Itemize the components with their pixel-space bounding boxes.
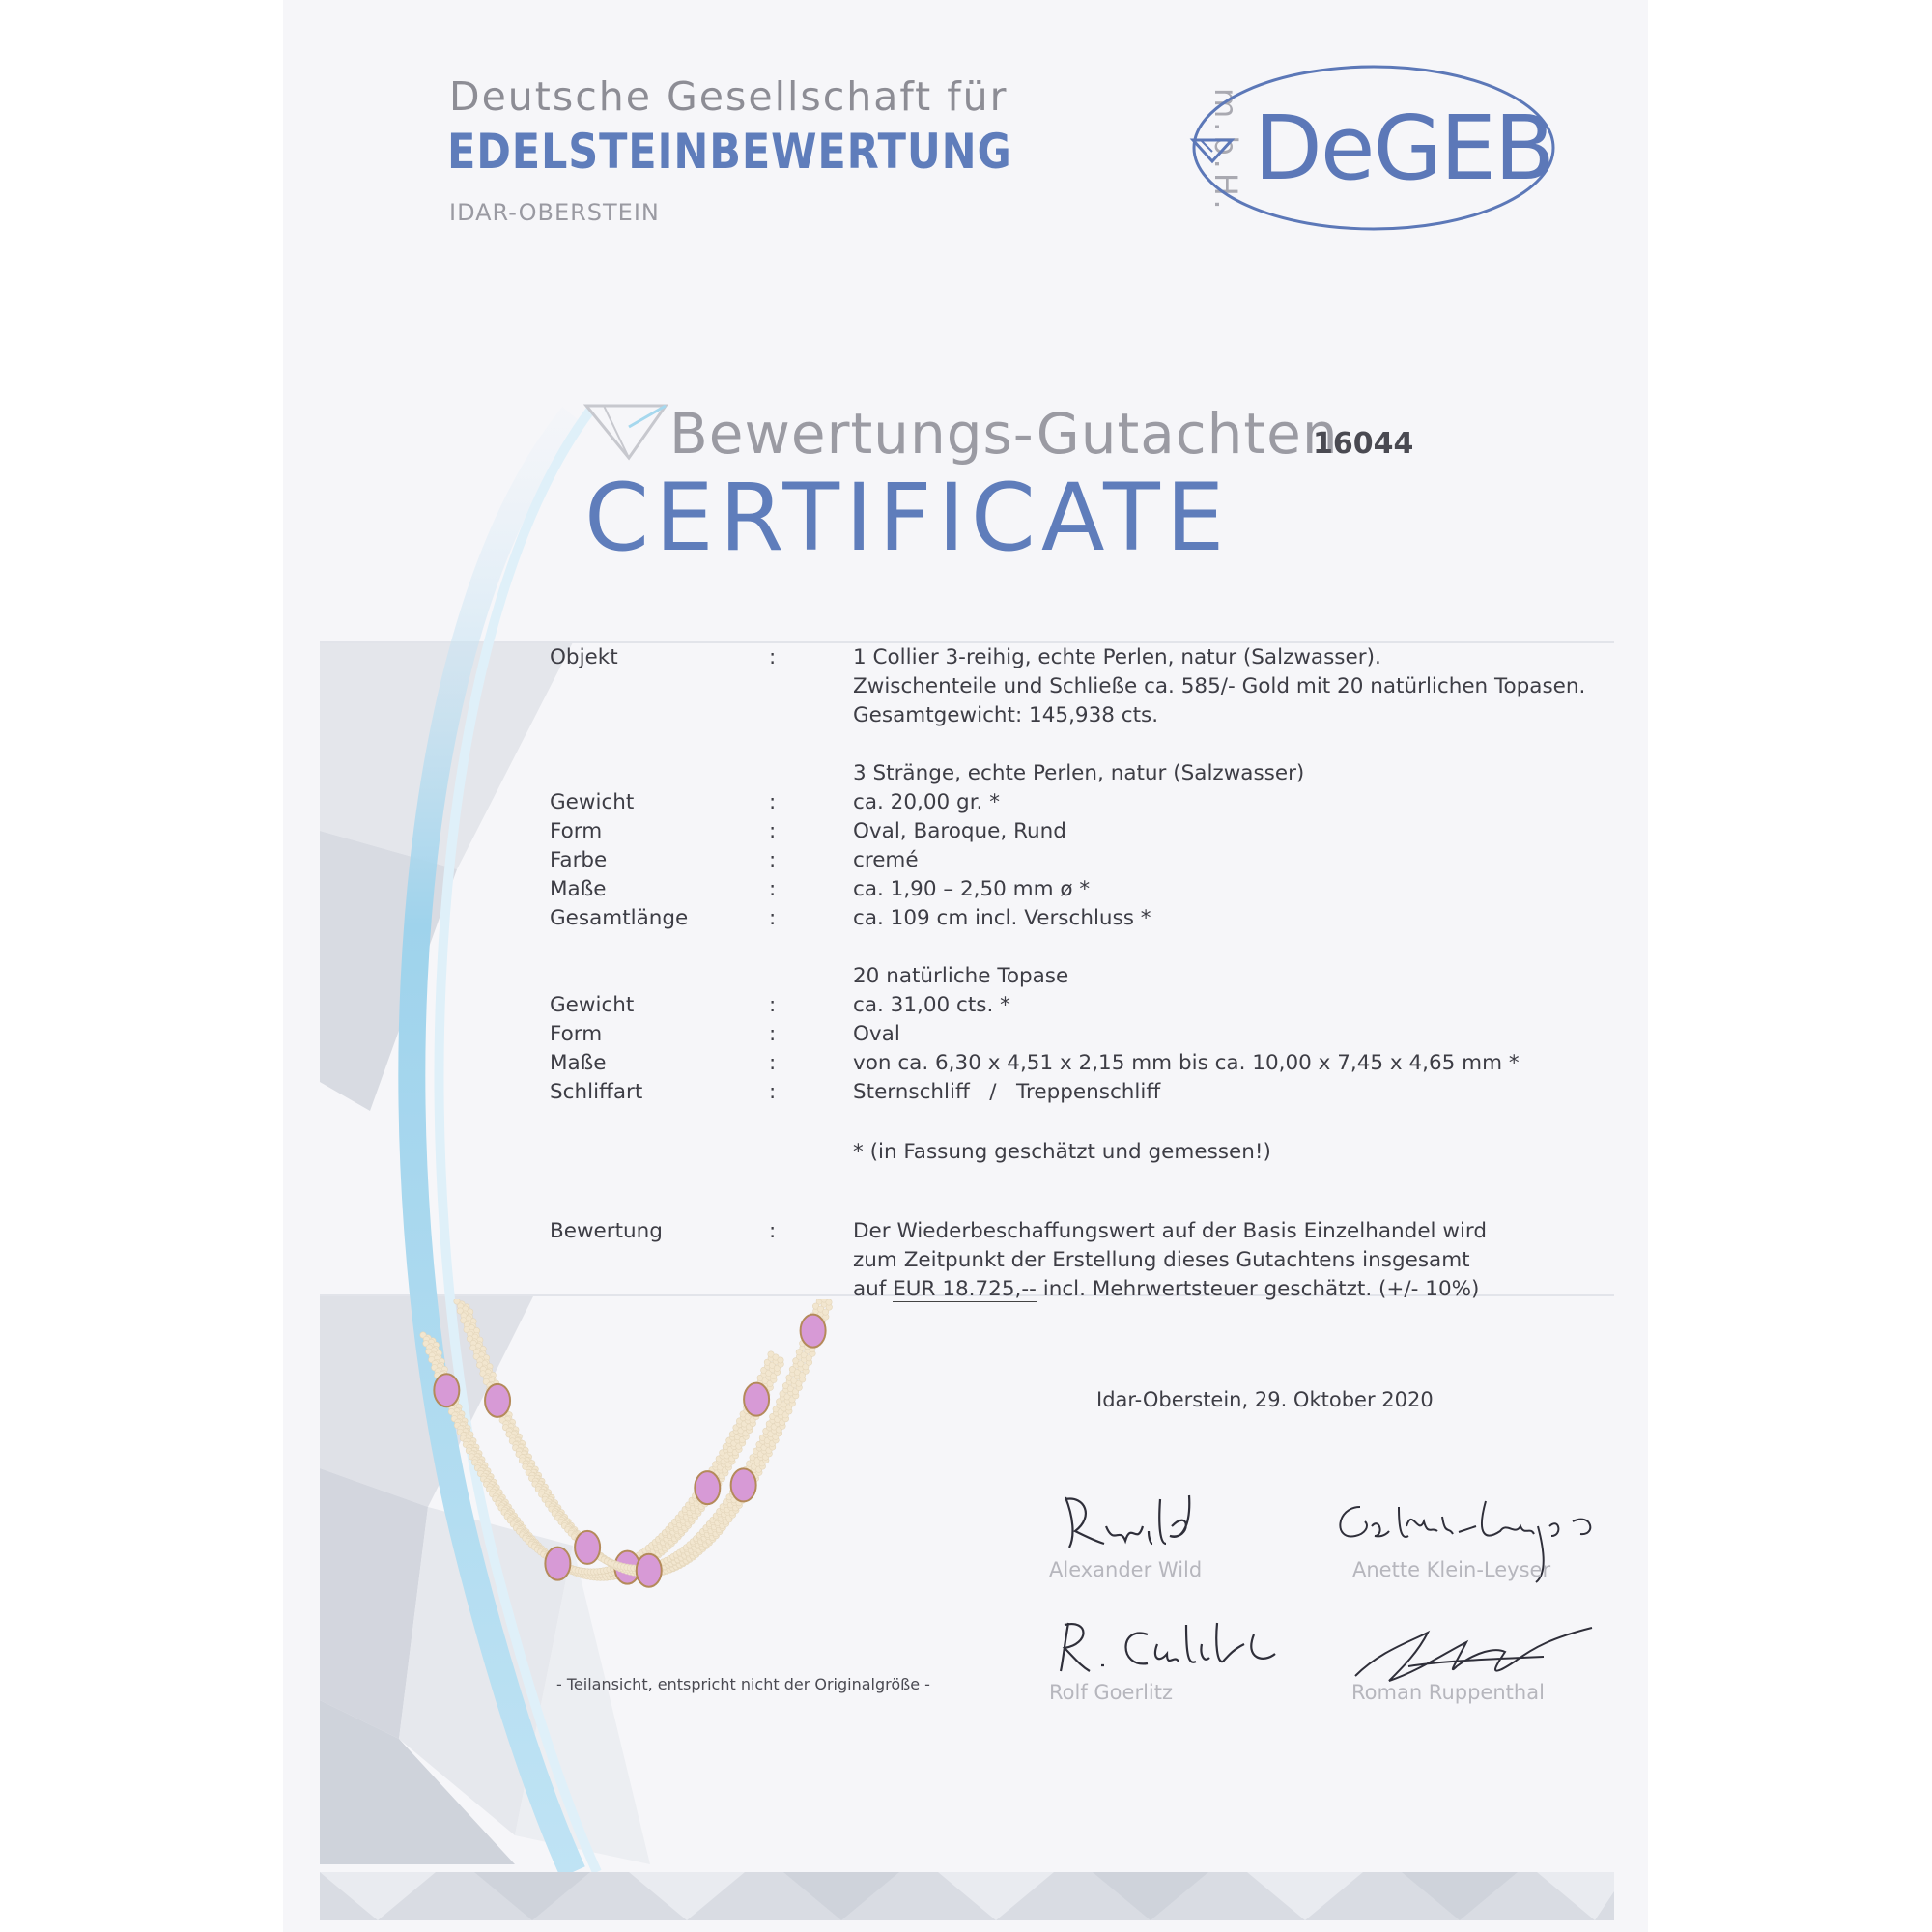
place-and-date: Idar-Oberstein, 29. Oktober 2020 (1096, 1388, 1434, 1411)
detail-separator: : (769, 906, 777, 930)
necklace-strand (454, 1299, 833, 1587)
detail-separator: : (769, 790, 777, 814)
topaz-stone (575, 1531, 600, 1564)
necklace-strand (420, 1332, 784, 1584)
detail-label: Gesamtlänge (550, 906, 689, 930)
detail-value: ca. 1,90 – 2,50 mm ø * (853, 877, 1091, 901)
detail-separator: : (769, 1219, 777, 1243)
detail-label: Maße (550, 1051, 607, 1075)
detail-value: cremé (853, 848, 919, 872)
diamond-icon (582, 398, 671, 466)
detail-value: ca. 109 cm incl. Verschluss * (853, 906, 1151, 930)
detail-value: von ca. 6,30 x 4,51 x 2,15 mm bis ca. 10,00 x 7,45 x 4,65 mm * (853, 1051, 1520, 1075)
detail-value: ca. 31,00 cts. * (853, 993, 1010, 1017)
society-name-line1: Deutsche Gesellschaft für (449, 73, 1009, 120)
detail-value: zum Zeitpunkt der Erstellung dieses Gutachtens insgesamt (853, 1248, 1470, 1272)
certificate-number: 16044 (1313, 427, 1414, 461)
topaz-stone (485, 1384, 510, 1417)
detail-value: Oval, Baroque, Rund (853, 819, 1066, 843)
society-legal-form: m.b.H. (1208, 88, 1244, 213)
detail-label: Gewicht (550, 993, 635, 1017)
detail-value: ca. 20,00 gr. * (853, 790, 1000, 814)
detail-label: Form (550, 819, 603, 843)
detail-label: Schliffart (550, 1080, 643, 1104)
detail-separator: : (769, 993, 777, 1017)
society-location: IDAR-OBERSTEIN (449, 199, 660, 226)
topaz-stone (731, 1468, 756, 1501)
detail-value: 1 Collier 3-reihig, echte Perlen, natur (Salzwasser). (853, 645, 1381, 669)
valuation-line (853, 1277, 1479, 1301)
detail-separator: : (769, 1051, 777, 1075)
image-caption: - Teilansicht, entspricht nicht der Originalgröße - (556, 1675, 930, 1693)
valuation-suffix: incl. Mehrwertsteuer geschätzt. (+/- 10%) (1036, 1277, 1480, 1301)
signatory-name: Roman Ruppenthal (1351, 1681, 1545, 1704)
detail-separator: : (769, 645, 777, 669)
decorative-band (320, 1872, 1614, 1920)
necklace-photo (409, 1299, 892, 1666)
detail-separator: : (769, 1022, 777, 1046)
footnote: * (in Fassung geschätzt und gemessen!) (853, 1140, 1271, 1164)
detail-value: Zwischenteile und Schließe ca. 585/- Gold mit 20 natürlichen Topasen. (853, 674, 1586, 698)
detail-label: Gewicht (550, 790, 635, 814)
valuation-prefix: auf (853, 1277, 894, 1301)
detail-value: Der Wiederbeschaffungswert auf der Basis Einzelhandel wird (853, 1219, 1488, 1243)
topaz-stone (545, 1548, 570, 1580)
topaz-stone (434, 1374, 459, 1406)
detail-label: Bewertung (550, 1219, 663, 1243)
signatory-name: Alexander Wild (1049, 1558, 1203, 1581)
logo-wordmark: DeGEB (1254, 97, 1553, 200)
valuation-amount: EUR 18.725,-- (893, 1277, 1037, 1301)
signature-rolf-goerlitz (1051, 1615, 1283, 1683)
certificate-sheet (283, 0, 1648, 1932)
signature-alexander-wild (1056, 1488, 1201, 1555)
detail-separator: : (769, 1080, 777, 1104)
detail-separator: : (769, 848, 777, 872)
section-heading: 20 natürliche Topase (853, 964, 1069, 988)
detail-value: Gesamtgewicht: 145,938 cts. (853, 703, 1159, 727)
topaz-stone (637, 1554, 662, 1587)
topaz-stone (801, 1315, 826, 1348)
topaz-stone (744, 1383, 769, 1416)
signatory-name: Rolf Goerlitz (1049, 1681, 1173, 1704)
detail-value: Oval (853, 1022, 900, 1046)
detail-value: Sternschliff / Treppenschliff (853, 1080, 1161, 1104)
detail-label: Form (550, 1022, 603, 1046)
detail-separator: : (769, 877, 777, 901)
society-name-line2: EDELSTEINBEWERTUNG (447, 124, 1012, 180)
section-heading: 3 Stränge, echte Perlen, natur (Salzwasser) (853, 761, 1305, 785)
detail-label: Maße (550, 877, 607, 901)
signatory-name: Anette Klein-Leyser (1352, 1558, 1551, 1581)
detail-label: Objekt (550, 645, 618, 669)
title-english: CERTIFICATE (584, 464, 1231, 572)
detail-separator: : (769, 819, 777, 843)
detail-label: Farbe (550, 848, 608, 872)
title-german: Bewertungs-Gutachten (669, 401, 1339, 467)
topaz-stone (695, 1471, 720, 1504)
